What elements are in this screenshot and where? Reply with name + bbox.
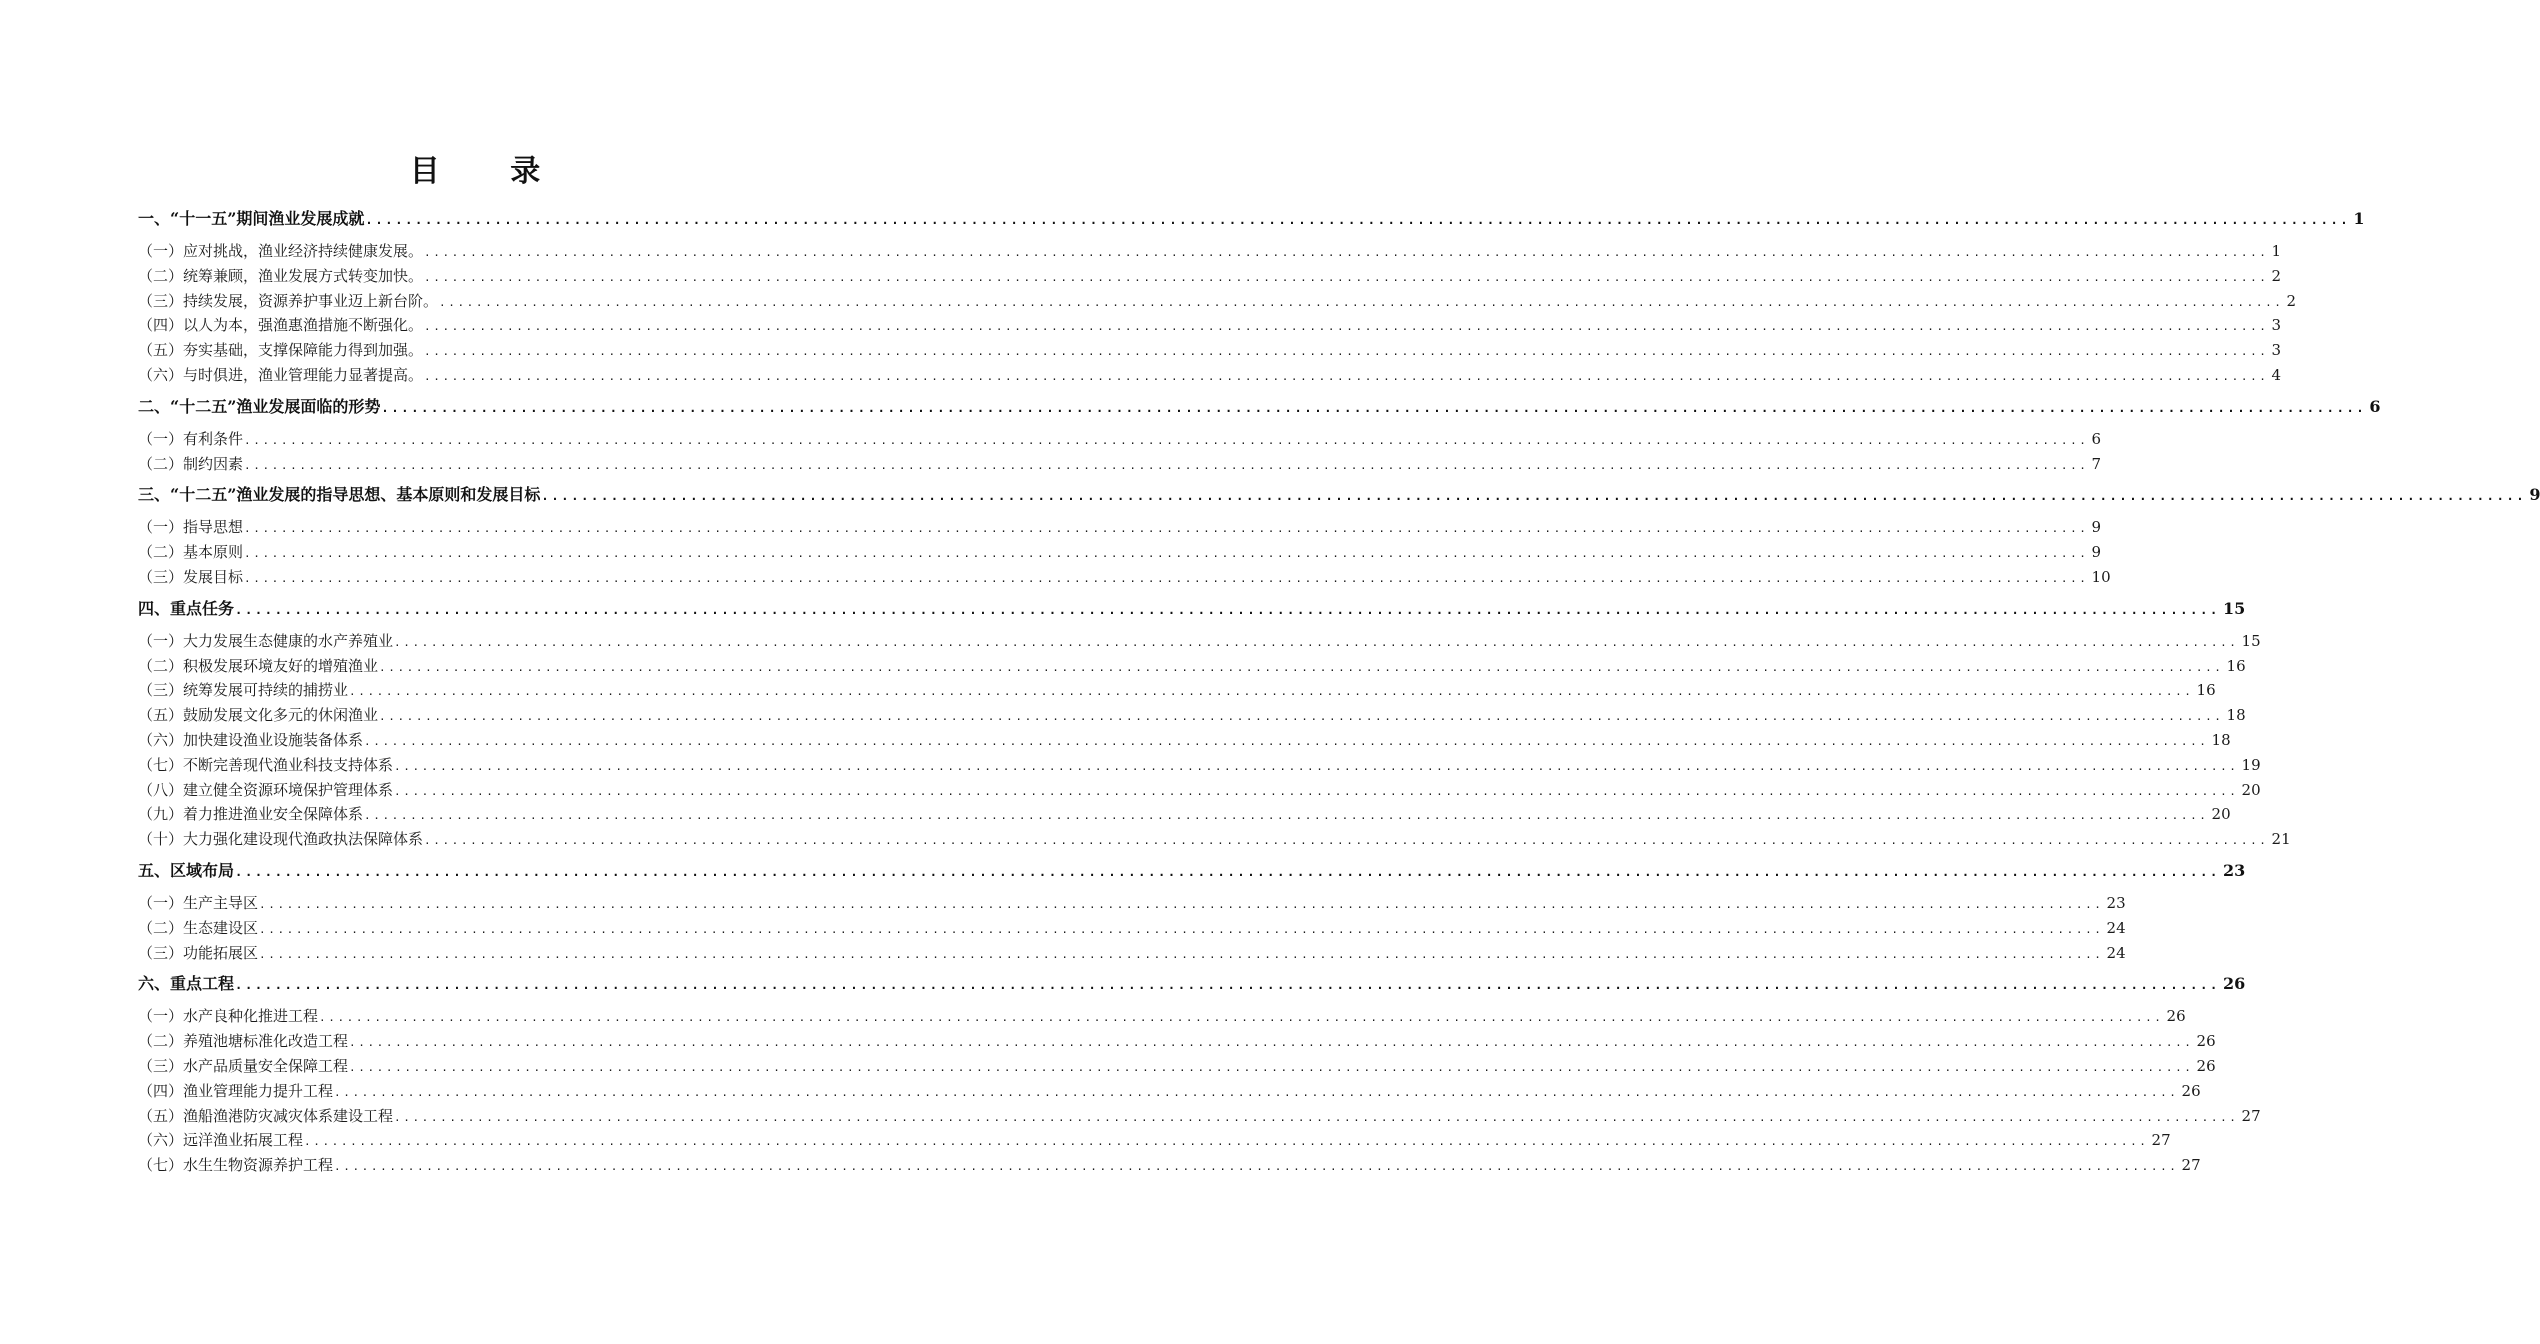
toc-entry-label: 三、“十二五”渔业发展的指导思想、基本原则和发展目标 — [138, 485, 541, 505]
toc-page-number: 20 — [2241, 780, 2261, 799]
dot-leader: ........................................................................................................................................................................................................ — [334, 1160, 2179, 1174]
toc-subsection-entry[interactable] — [138, 565, 2111, 590]
dot-leader: ........................................................................................................................................................................................................ — [349, 1060, 2194, 1074]
toc-page-number: 4 — [2271, 365, 2282, 384]
dot-leader: ........................................................................................................................................................................................................ — [379, 660, 2224, 674]
dot-leader: ........................................................................................................................................................................................................ — [259, 922, 2104, 936]
toc-subsection-entry[interactable] — [138, 452, 2102, 477]
toc-subsection-entry[interactable] — [138, 827, 2291, 852]
toc-subsection-entry[interactable] — [138, 802, 2231, 827]
toc-page-number: 2 — [2271, 266, 2282, 285]
toc-section-entry[interactable] — [138, 394, 2381, 420]
toc-entry-label: 一、“十一五”期间渔业发展成就 — [138, 209, 365, 228]
toc-page-number: 15 — [2222, 598, 2246, 618]
toc-entry-label: （七）不断完善现代渔业科技支持体系 — [138, 755, 394, 774]
toc-subsection-entry[interactable] — [138, 728, 2231, 753]
toc-page-number: 9 — [2091, 543, 2102, 562]
toc-page-number: 16 — [2196, 681, 2216, 700]
toc-page-number: 1 — [2271, 242, 2282, 260]
toc-page-number: 6 — [2369, 396, 2381, 416]
toc-page-number: 2 — [2286, 291, 2297, 310]
toc-entry-label: （九）着力推进渔业安全保障体系 — [138, 805, 364, 824]
toc-subsection-entry[interactable] — [138, 363, 2282, 388]
dot-leader: ........................................................................................................................................................................................................ — [424, 320, 2269, 334]
toc-subsection-entry[interactable] — [138, 1054, 2216, 1079]
toc-page-number: 9 — [2091, 518, 2102, 537]
toc-entry-label: （三）统筹发展可持续的捕捞业 — [138, 681, 349, 700]
dot-leader: ........................................................................................................................................................................................................ — [394, 1110, 2239, 1124]
toc-entry-label: （三）发展目标 — [138, 567, 244, 586]
toc-subsection-entry[interactable] — [138, 289, 2297, 314]
dot-leader: ........................................................................................................................................................................................................ — [259, 897, 2104, 911]
toc-subsection-entry[interactable] — [138, 778, 2261, 803]
toc-entry-label: （二）积极发展环境友好的增殖渔业 — [138, 656, 379, 675]
toc-entry-label: （三）持续发展，资源养护事业迈上新台阶。 — [138, 291, 439, 310]
toc-page-number: 3 — [2271, 341, 2282, 360]
toc-page-number: 1 — [2353, 209, 2365, 228]
dot-leader: ........................................................................................................................................................................................................ — [349, 1036, 2194, 1050]
toc-page-number: 23 — [2106, 893, 2126, 912]
dot-leader: ........................................................................................................................................................................................................ — [364, 809, 2209, 823]
toc-subsection-entry[interactable] — [138, 1153, 2201, 1178]
dot-leader: ........................................................................................................................................................................................................ — [235, 602, 2220, 617]
dot-leader: ........................................................................................................................................................................................................ — [334, 1085, 2179, 1099]
toc-subsection-entry[interactable] — [138, 338, 2282, 363]
toc-subsection-entry[interactable] — [138, 678, 2216, 703]
toc-page-number: 10 — [2091, 567, 2111, 586]
toc-page-number: 27 — [2241, 1106, 2261, 1125]
toc-entry-label: （三）水产品质量安全保障工程 — [138, 1056, 349, 1075]
toc-subsection-entry[interactable] — [138, 313, 2282, 338]
toc-subsection-entry[interactable] — [138, 427, 2102, 452]
toc-entry-label: 五、区域布局 — [138, 860, 235, 880]
toc-section-entry[interactable] — [138, 858, 2246, 884]
dot-leader: ........................................................................................................................................................................................................ — [364, 734, 2209, 748]
toc-entry-label: （二）统筹兼顾，渔业发展方式转变加快。 — [138, 266, 424, 285]
toc-page-number: 26 — [2196, 1056, 2216, 1075]
toc-entry-label: （二）生态建设区 — [138, 918, 259, 937]
toc-page-number: 7 — [2091, 454, 2102, 473]
toc-entry-label: 四、重点任务 — [138, 598, 235, 618]
toc-entry-label: （五）夯实基础，支撑保障能力得到加强。 — [138, 341, 424, 360]
toc-entry-label: （七）水生生物资源养护工程 — [138, 1156, 334, 1175]
toc-subsection-entry[interactable] — [138, 654, 2246, 679]
toc-subsection-entry[interactable] — [138, 629, 2261, 654]
dot-leader: ........................................................................................................................................................................................................ — [244, 458, 2089, 472]
toc-subsection-entry[interactable] — [138, 703, 2246, 728]
dot-leader: ........................................................................................................................................................................................................ — [235, 978, 2220, 993]
toc-page-number: 18 — [2226, 706, 2246, 725]
toc-page-number: 19 — [2241, 755, 2261, 774]
dot-leader: ........................................................................................................................................................................................................ — [235, 864, 2220, 879]
page-title: 目 录 — [409, 154, 571, 189]
toc-page-number: 24 — [2106, 943, 2126, 962]
toc-entry-label: （十）大力强化建设现代渔政执法保障体系 — [138, 830, 424, 849]
toc-section-entry[interactable] — [138, 596, 2246, 622]
toc-page-number: 26 — [2166, 1007, 2186, 1026]
toc-entry-label: （八）建立健全资源环境保护管理体系 — [138, 780, 394, 799]
toc-entry-label: （六）远洋渔业拓展工程 — [138, 1131, 304, 1150]
toc-entry-label: （四）渔业管理能力提升工程 — [138, 1081, 334, 1100]
toc-subsection-entry[interactable] — [138, 264, 2282, 289]
toc-subsection-entry[interactable] — [138, 1029, 2216, 1054]
toc-entry-label: （三）功能拓展区 — [138, 943, 259, 962]
toc-entry-label: （一）应对挑战，渔业经济持续健康发展。 — [138, 242, 424, 260]
toc-entry-label: （一）指导思想 — [138, 518, 244, 537]
toc-entry-label: （二）制约因素 — [138, 454, 244, 473]
dot-leader: ........................................................................................................................................................................................................ — [439, 295, 2284, 309]
toc-subsection-entry[interactable] — [138, 891, 2126, 916]
toc-page-number: 3 — [2271, 316, 2282, 335]
toc-page-number: 27 — [2181, 1156, 2201, 1175]
toc-subsection-entry[interactable] — [138, 540, 2102, 565]
toc-page-number: 9 — [2529, 485, 2540, 505]
dot-leader: ........................................................................................................................................................................................................ — [379, 710, 2224, 724]
toc-entry-label: （二）基本原则 — [138, 543, 244, 562]
dot-leader: ........................................................................................................................................................................................................ — [541, 489, 2527, 504]
dot-leader: ........................................................................................................................................................................................................ — [394, 784, 2239, 798]
toc-page-number: 26 — [2222, 974, 2246, 994]
dot-leader: ........................................................................................................................................................................................................ — [304, 1135, 2149, 1149]
table-of-contents — [138, 206, 2540, 1178]
dot-leader: ........................................................................................................................................................................................................ — [349, 685, 2194, 699]
toc-page-number: 27 — [2151, 1131, 2171, 1150]
toc-entry-label: （六）加快建设渔业设施装备体系 — [138, 730, 364, 749]
toc-entry-label: （四）以人为本，强渔惠渔措施不断强化。 — [138, 316, 424, 335]
toc-entry-label: （一）有利条件 — [138, 429, 244, 448]
toc-page-number: 26 — [2181, 1081, 2201, 1100]
toc-entry-label: （五）渔船渔港防灾减灾体系建设工程 — [138, 1106, 394, 1125]
toc-page-number: 21 — [2271, 830, 2291, 849]
toc-page-number: 23 — [2222, 860, 2246, 880]
toc-subsection-entry[interactable] — [138, 515, 2102, 540]
dot-leader: ........................................................................................................................................................................................................ — [244, 522, 2089, 536]
toc-entry-label: （一）水产良种化推进工程 — [138, 1007, 319, 1026]
toc-entry-label: （五）鼓励发展文化多元的休闲渔业 — [138, 706, 379, 725]
dot-leader: ........................................................................................................................................................................................................ — [394, 635, 2239, 649]
dot-leader: ........................................................................................................................................................................................................ — [244, 547, 2089, 561]
dot-leader: ........................................................................................................................................................................................................ — [381, 400, 2367, 415]
toc-entry-label: 六、重点工程 — [138, 974, 235, 994]
toc-page-number: 16 — [2226, 656, 2246, 675]
toc-section-entry[interactable] — [138, 482, 2540, 508]
toc-subsection-entry[interactable] — [138, 753, 2261, 778]
dot-leader: ........................................................................................................................................................................................................ — [244, 433, 2089, 447]
dot-leader: ........................................................................................................................................................................................................ — [319, 1011, 2164, 1025]
toc-entry-label: （一）大力发展生态健康的水产养殖业 — [138, 631, 394, 650]
toc-subsection-entry[interactable] — [138, 916, 2126, 941]
toc-subsection-entry[interactable] — [138, 1004, 2186, 1029]
dot-leader: ........................................................................................................................................................................................................ — [424, 345, 2269, 359]
toc-page-number: 15 — [2241, 631, 2261, 650]
toc-section-entry[interactable] — [138, 206, 2365, 232]
toc-subsection-entry[interactable] — [138, 1079, 2201, 1104]
dot-leader: ........................................................................................................................................................................................................ — [259, 947, 2104, 961]
toc-entry-label: （一）生产主导区 — [138, 893, 259, 912]
toc-subsection-entry[interactable] — [138, 1128, 2171, 1153]
toc-subsection-entry[interactable] — [138, 941, 2126, 966]
dot-leader: ........................................................................................................................................................................................................ — [424, 246, 2269, 259]
toc-page-number: 24 — [2106, 918, 2126, 937]
toc-subsection-entry[interactable] — [138, 239, 2282, 264]
dot-leader: ........................................................................................................................................................................................................ — [365, 213, 2351, 227]
toc-page-number: 20 — [2211, 805, 2231, 824]
toc-section-entry[interactable] — [138, 971, 2246, 997]
toc-entry-label: （二）养殖池塘标准化改造工程 — [138, 1032, 349, 1051]
toc-entry-label: （六）与时俱进，渔业管理能力显著提高。 — [138, 365, 424, 384]
toc-entry-label: 二、“十二五”渔业发展面临的形势 — [138, 396, 381, 416]
dot-leader: ........................................................................................................................................................................................................ — [394, 759, 2239, 773]
dot-leader: ........................................................................................................................................................................................................ — [244, 571, 2089, 585]
toc-subsection-entry[interactable] — [138, 1104, 2261, 1129]
dot-leader: ........................................................................................................................................................................................................ — [424, 834, 2269, 848]
toc-page-number: 6 — [2091, 429, 2102, 448]
toc-page-number: 26 — [2196, 1032, 2216, 1051]
toc-page-number: 18 — [2211, 730, 2231, 749]
dot-leader: ........................................................................................................................................................................................................ — [424, 369, 2269, 383]
dot-leader: ........................................................................................................................................................................................................ — [424, 270, 2269, 284]
